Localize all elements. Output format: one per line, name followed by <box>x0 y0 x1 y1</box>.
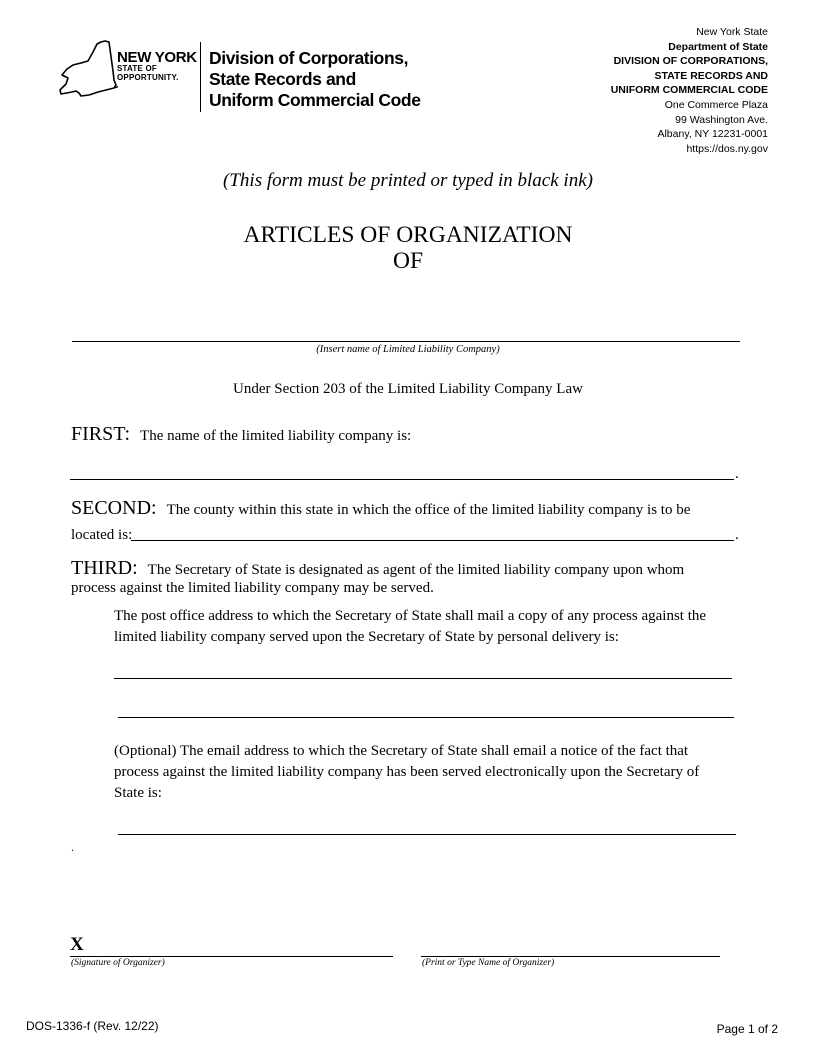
form-id: DOS-1336-f (Rev. 12/22) <box>26 1019 159 1033</box>
document-title-line1: ARTICLES OF ORGANIZATION <box>243 222 573 248</box>
signature-x-mark: X <box>70 934 84 955</box>
po-address-field-line2[interactable] <box>118 717 734 718</box>
county-field[interactable] <box>131 540 734 541</box>
organizer-name-field[interactable] <box>421 956 720 957</box>
first-end-mark: . <box>735 466 739 482</box>
third-end-mark: . <box>71 840 74 854</box>
signature-field[interactable] <box>70 956 393 957</box>
first-text: The name of the limited liability company is: <box>140 428 412 444</box>
agency-website: https://dos.ny.gov <box>686 142 768 155</box>
email-instructions-line2: process against the limited liability company has been served electronically upon the Secretary of <box>114 764 700 780</box>
wordmark-new-york: NEW YORK <box>117 49 197 66</box>
organizer-name-caption: (Print or Type Name of Organizer) <box>422 958 555 968</box>
address-line: Department of State <box>668 40 768 53</box>
po-address-instructions <box>114 607 706 647</box>
po-address-field-line1[interactable] <box>114 678 732 679</box>
third-article <box>71 557 684 580</box>
third-text: The Secretary of State is designated as agent of the limited liability company upon whom <box>147 562 685 578</box>
wordmark-state-of: STATE OF <box>117 64 157 73</box>
logo-divider <box>200 42 201 112</box>
ny-state-wordmark <box>117 50 197 82</box>
division-title-line3: Uniform Commercial Code <box>209 90 421 110</box>
signature-caption: (Signature of Organizer) <box>71 958 165 968</box>
division-title-line1: Division of Corporations, <box>209 48 409 68</box>
email-instructions-line3: State is: <box>114 785 162 801</box>
company-name-caption: (Insert name of Limited Liability Company) <box>316 344 500 355</box>
address-line: UNIFORM COMMERCIAL CODE <box>610 84 768 97</box>
ink-instruction: (This form must be printed or typed in black ink) <box>223 170 593 191</box>
second-article <box>71 497 690 520</box>
company-name-field[interactable] <box>72 341 740 342</box>
address-line: New York State <box>696 26 768 38</box>
email-instructions <box>114 742 699 803</box>
document-title-line2: OF <box>392 248 424 274</box>
second-end-mark: . <box>735 527 739 543</box>
first-heading: FIRST: <box>71 423 131 445</box>
third-heading: THIRD: <box>71 557 138 579</box>
new-york-state-outline-icon <box>58 38 118 100</box>
document-title <box>0 222 816 274</box>
address-line: One Commerce Plaza <box>664 98 768 111</box>
page-number: Page 1 of 2 <box>716 1022 778 1036</box>
llc-name-field[interactable] <box>70 479 734 480</box>
po-address-line2: limited liability company served upon the Secretary of State by personal delivery is: <box>114 629 619 645</box>
division-title-line2: State Records and <box>209 69 356 89</box>
agency-address-block <box>611 25 768 156</box>
second-heading: SECOND: <box>71 497 157 519</box>
address-line: Albany, NY 12231-0001 <box>657 128 768 141</box>
second-text: The county within this state in which the office of the limited liability company is to be <box>166 502 691 518</box>
address-line: 99 Washington Ave. <box>675 113 768 126</box>
third-text-continued: process against the limited liability company may be served. <box>71 580 434 596</box>
division-title <box>209 48 421 111</box>
wordmark-opportunity: OPPORTUNITY. <box>117 72 179 82</box>
email-address-field[interactable] <box>118 834 736 835</box>
law-section-reference: Under Section 203 of the Limited Liability Company Law <box>233 381 583 397</box>
second-text-continued: located is: <box>71 527 133 543</box>
first-article <box>71 423 411 446</box>
address-line: STATE RECORDS AND <box>654 69 768 82</box>
address-line: DIVISION OF CORPORATIONS, <box>613 55 768 68</box>
po-address-line1: The post office address to which the Secretary of State shall mail a copy of any process against the <box>114 608 707 624</box>
email-instructions-line1: (Optional) The email address to which the Secretary of State shall email a notice of the fact that <box>114 743 689 759</box>
